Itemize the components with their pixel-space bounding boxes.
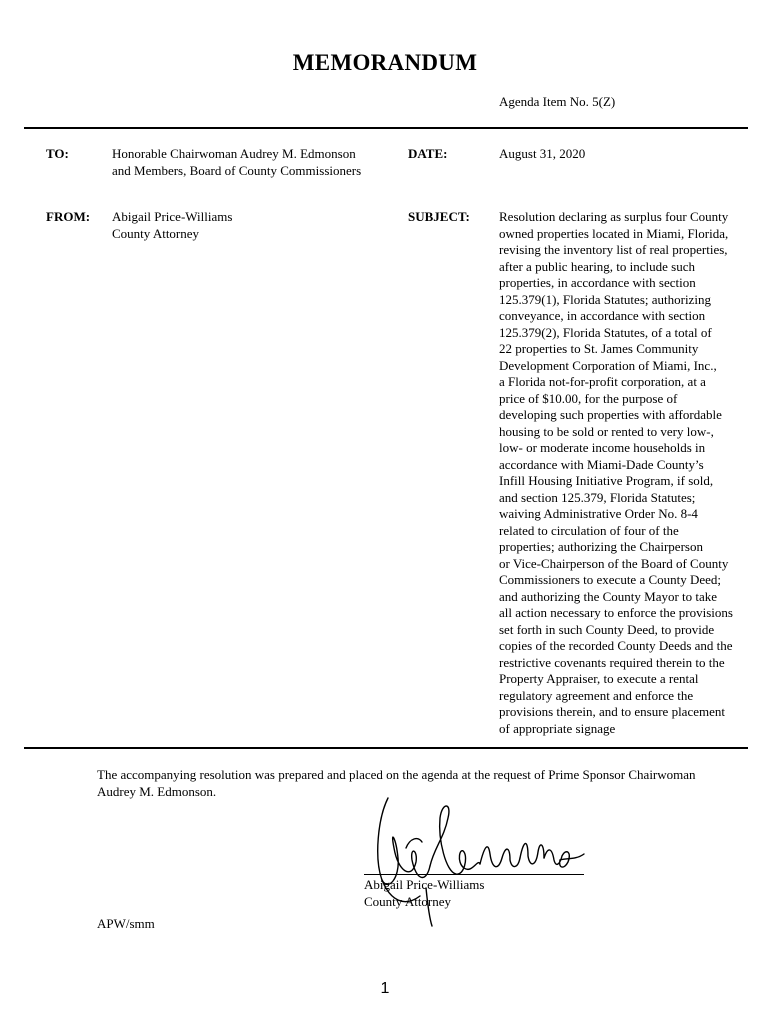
from-label: FROM:: [46, 209, 91, 224]
signatory-title: County Attorney: [364, 894, 452, 909]
subject-value: Resolution declaring as surplus four County owned properties located in Miami, Florida, revising the inventory list of real properties, after a public hearing, to include such properties, in accordance with section 125.379(1), Florida Statutes; authorizing conveyance, in accordance with section 125.379(2), Florida Statutes, of a total of 22 properties to St. James Community Development Corporation of Miami, Inc., a Florida not-for-profit corporation, at a price of $10.00, for the purpose of developing such properties with affordable housing to be sold or rented to very low-, low- or moderate income households in accordance with Miami-Dade County’s Infill Housing Initiative Program, if sold, and section 125.379, Florida Statutes; waiving Administrative Order No. 8-4 related to circulation of four of the properties; authorizing the Chairperson or Vice-Chairperson of the Board of County Commissioners to execute a County Deed; and authorizing the County Mayor to take all action necessary to enforce the provisions set forth in such County Deed, to provide copies of the recorded County Deeds and the restrictive covenants required therein to the Property Appraiser, to execute a rental regulatory agreement and enforce the provisions therein, and to ensure placement of appropriate signage: [499, 209, 733, 736]
memo-title: MEMORANDUM: [292, 50, 478, 75]
from-value: Abigail Price-Williams County Attorney: [112, 209, 233, 241]
body-text: The accompanying resolution was prepared and placed on the agenda at the request of Prime Sponsor Chairwoman Audrey M. Edmonson.: [97, 767, 696, 799]
top-divider: [24, 127, 748, 129]
typist-initials: APW/smm: [97, 916, 155, 931]
to-value: Honorable Chairwoman Audrey M. Edmonson and Members, Board of County Commissioners: [112, 146, 362, 178]
subject-label: SUBJECT:: [408, 209, 470, 224]
signature-line: [364, 874, 584, 875]
bottom-divider: [24, 747, 748, 749]
to-label: TO:: [46, 146, 69, 161]
date-value: August 31, 2020: [499, 146, 586, 161]
signatory-name: Abigail Price-Williams: [364, 877, 485, 892]
agenda-item: Agenda Item No. 5(Z): [499, 94, 616, 109]
date-label: DATE:: [408, 146, 448, 161]
page-number: 1: [380, 980, 390, 997]
